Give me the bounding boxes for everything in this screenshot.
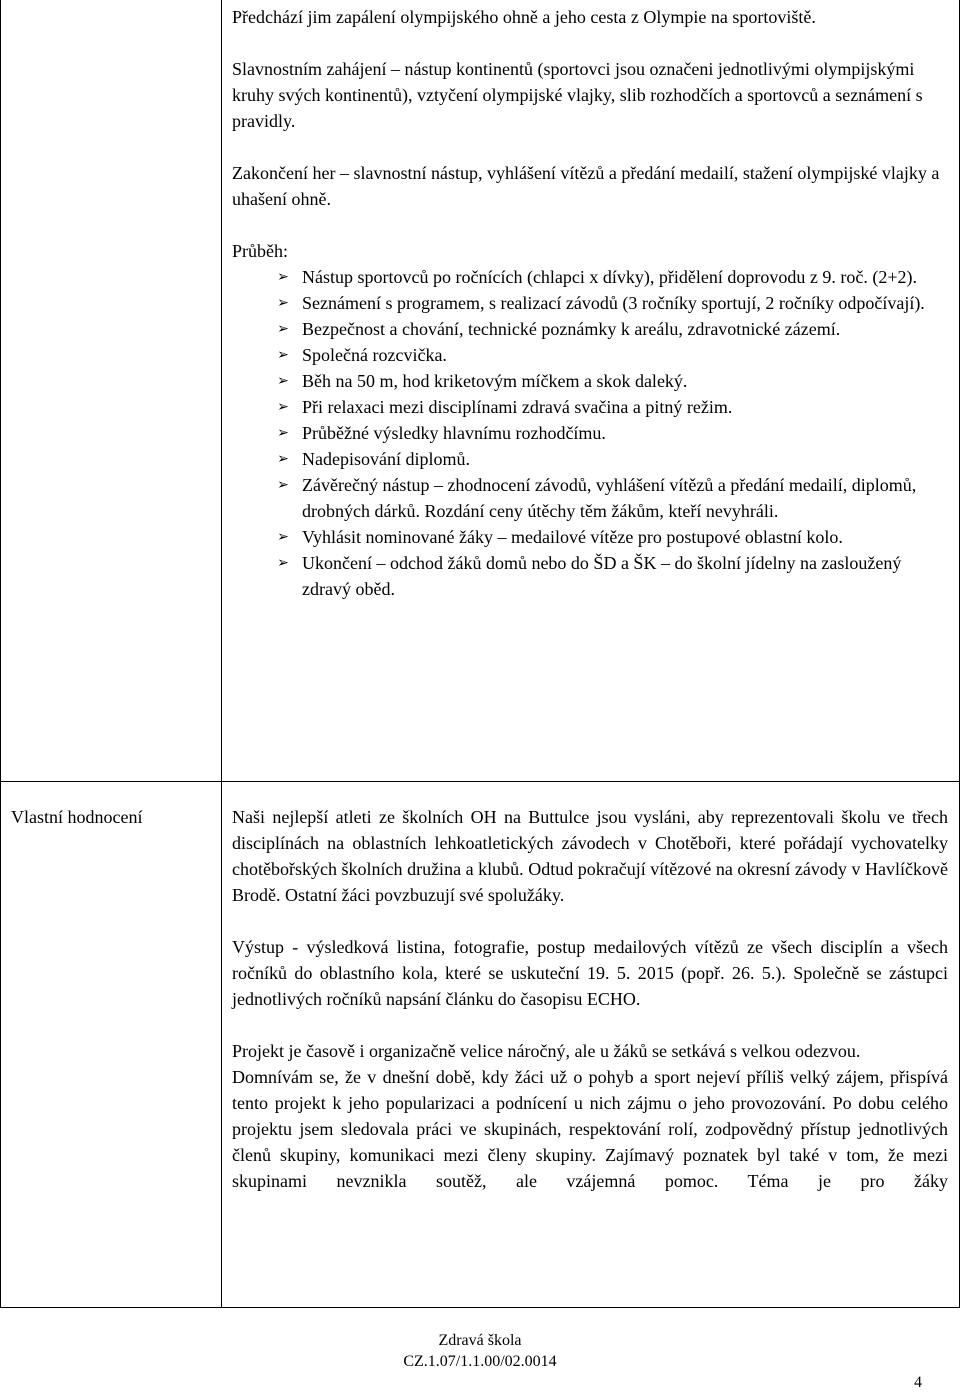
arrow-bullet-icon: ➢	[277, 399, 289, 415]
arrow-bullet-icon: ➢	[277, 529, 289, 545]
progress-item-text: Průběžné výsledky hlavnímu rozhodčímu.	[302, 423, 606, 443]
progress-item	[232, 368, 950, 394]
progress-item	[232, 316, 950, 342]
arrow-bullet-icon: ➢	[277, 555, 289, 571]
evaluation-paragraph-3: Projekt je časově i organizačně velice náročný, ale u žáků se setkává s velkou odezvou.	[232, 1041, 861, 1061]
arrow-bullet-icon: ➢	[277, 321, 289, 337]
progress-item-text: Při relaxaci mezi disciplínami zdravá svačina a pitný režim.	[302, 397, 733, 417]
evaluation-paragraph-2: Výstup - výsledková listina, fotografie, postup medailových vítězů ze všech disciplín a všech ročníků do oblastního kola, které se uskuteční 19. 5. 2015 (popř. 26. 5.). Společně se zástupci jednotlivých ročníků napsání článku do časopisu ECHO.	[232, 937, 948, 1009]
progress-item	[232, 524, 950, 550]
arrow-bullet-icon: ➢	[277, 347, 289, 363]
evaluation-paragraph-1: Naši nejlepší atleti ze školních OH na Buttulce jsou vysláni, aby reprezentovali školu ve třech disciplínách na oblastních lehkoatletických závodech v Chotěboři, které pořádají vychovatelky chotěbořských školních družina a klubů. Odtud pokračují vítězové na okresní závody v Havlíčkově Brodě. Ostatní žáci povzbuzují své spolužáky.	[232, 807, 948, 905]
evaluation-paragraph-4: Domnívám se, že v dnešní době, kdy žáci už o pohyb a sport nejeví příliš velký zájem, přispívá tento projekt k jeho popularizaci a podnícení u nich zájmu o jeho provozování. Po dobu celého projektu jsem sledovala práci ve skupinách, respektování rolí, zodpovědný přístup jednotlivých členů skupiny, komunikaci mezi členy skupiny. Zajímavý poznatek byl také v tom, že mezi skupinami nevznikla soutěž, ale vzájemná pomoc. Téma je pro žáky	[232, 1067, 948, 1191]
arrow-bullet-icon: ➢	[277, 477, 289, 493]
progress-heading: Průběh:	[232, 241, 288, 261]
progress-item	[232, 550, 950, 602]
progress-item-text: Nástup sportovců po ročnících (chlapci x dívky), přidělení doprovodu z 9. roč. (2+2).	[302, 267, 917, 287]
progress-item-text: Ukončení – odchod žáků domů nebo do ŠD a ŠK – do školní jídelny na zasloužený zdravý oběd.	[302, 553, 902, 599]
progress-item-text: Seznámení s programem, s realizací závodů (3 ročníky sportují, 2 ročníky odpočívají).	[302, 293, 925, 313]
progress-item	[232, 472, 950, 524]
closing-paragraph: Zakončení her – slavnostní nástup, vyhlášení vítězů a předání medailí, stažení olympijské vlajky a uhašení ohně.	[232, 163, 940, 209]
progress-item	[232, 446, 950, 472]
footer-line-1: Zdravá škola	[438, 1332, 522, 1349]
opening-paragraph: Slavnostním zahájení – nástup kontinentů (sportovci jsou označeni jednotlivými olympijskými kruhy svých kontinentů), vztyčení olympijské vlajky, slib rozhodčích a sportovců a seznámení s pravidly.	[232, 59, 923, 131]
progress-item	[232, 420, 950, 446]
top-content-cell	[232, 4, 950, 602]
intro-paragraph: Předchází jim zapálení olympijského ohně a jeho cesta z Olympie na sportoviště.	[232, 7, 816, 27]
arrow-bullet-icon: ➢	[277, 451, 289, 467]
progress-item	[232, 394, 950, 420]
arrow-bullet-icon: ➢	[277, 425, 289, 441]
footer-line-2: CZ.1.07/1.1.00/02.0014	[403, 1353, 557, 1370]
arrow-bullet-icon: ➢	[277, 373, 289, 389]
arrow-bullet-icon: ➢	[277, 269, 289, 285]
progress-item-text: Běh na 50 m, hod kriketovým míčkem a skok daleký.	[302, 371, 688, 391]
progress-item-text: Závěrečný nástup – zhodnocení závodů, vyhlášení vítězů a předání medailí, diplomů, drobných dárků. Rozdání ceny útěchy těm žákům, kteří nevyhráli.	[302, 475, 917, 521]
progress-item-text: Společná rozcvička.	[302, 345, 447, 365]
progress-item	[232, 342, 950, 368]
progress-item	[232, 264, 950, 290]
row-divider	[1, 781, 959, 782]
evaluation-label: Vlastní hodnocení	[11, 807, 143, 827]
evaluation-content-cell	[232, 804, 948, 1194]
progress-item-text: Bezpečnost a chování, technické poznámky k areálu, zdravotnické zázemí.	[302, 319, 841, 339]
column-divider	[221, 0, 222, 1307]
progress-list	[232, 264, 950, 602]
progress-item-text: Vyhlásit nominované žáky – medailové vítěze pro postupové oblastní kolo.	[302, 527, 843, 547]
arrow-bullet-icon: ➢	[277, 295, 289, 311]
evaluation-label-cell	[11, 804, 216, 830]
page-number: 4	[914, 1374, 922, 1391]
progress-item	[232, 290, 950, 316]
progress-item-text: Nadepisování diplomů.	[302, 449, 470, 469]
